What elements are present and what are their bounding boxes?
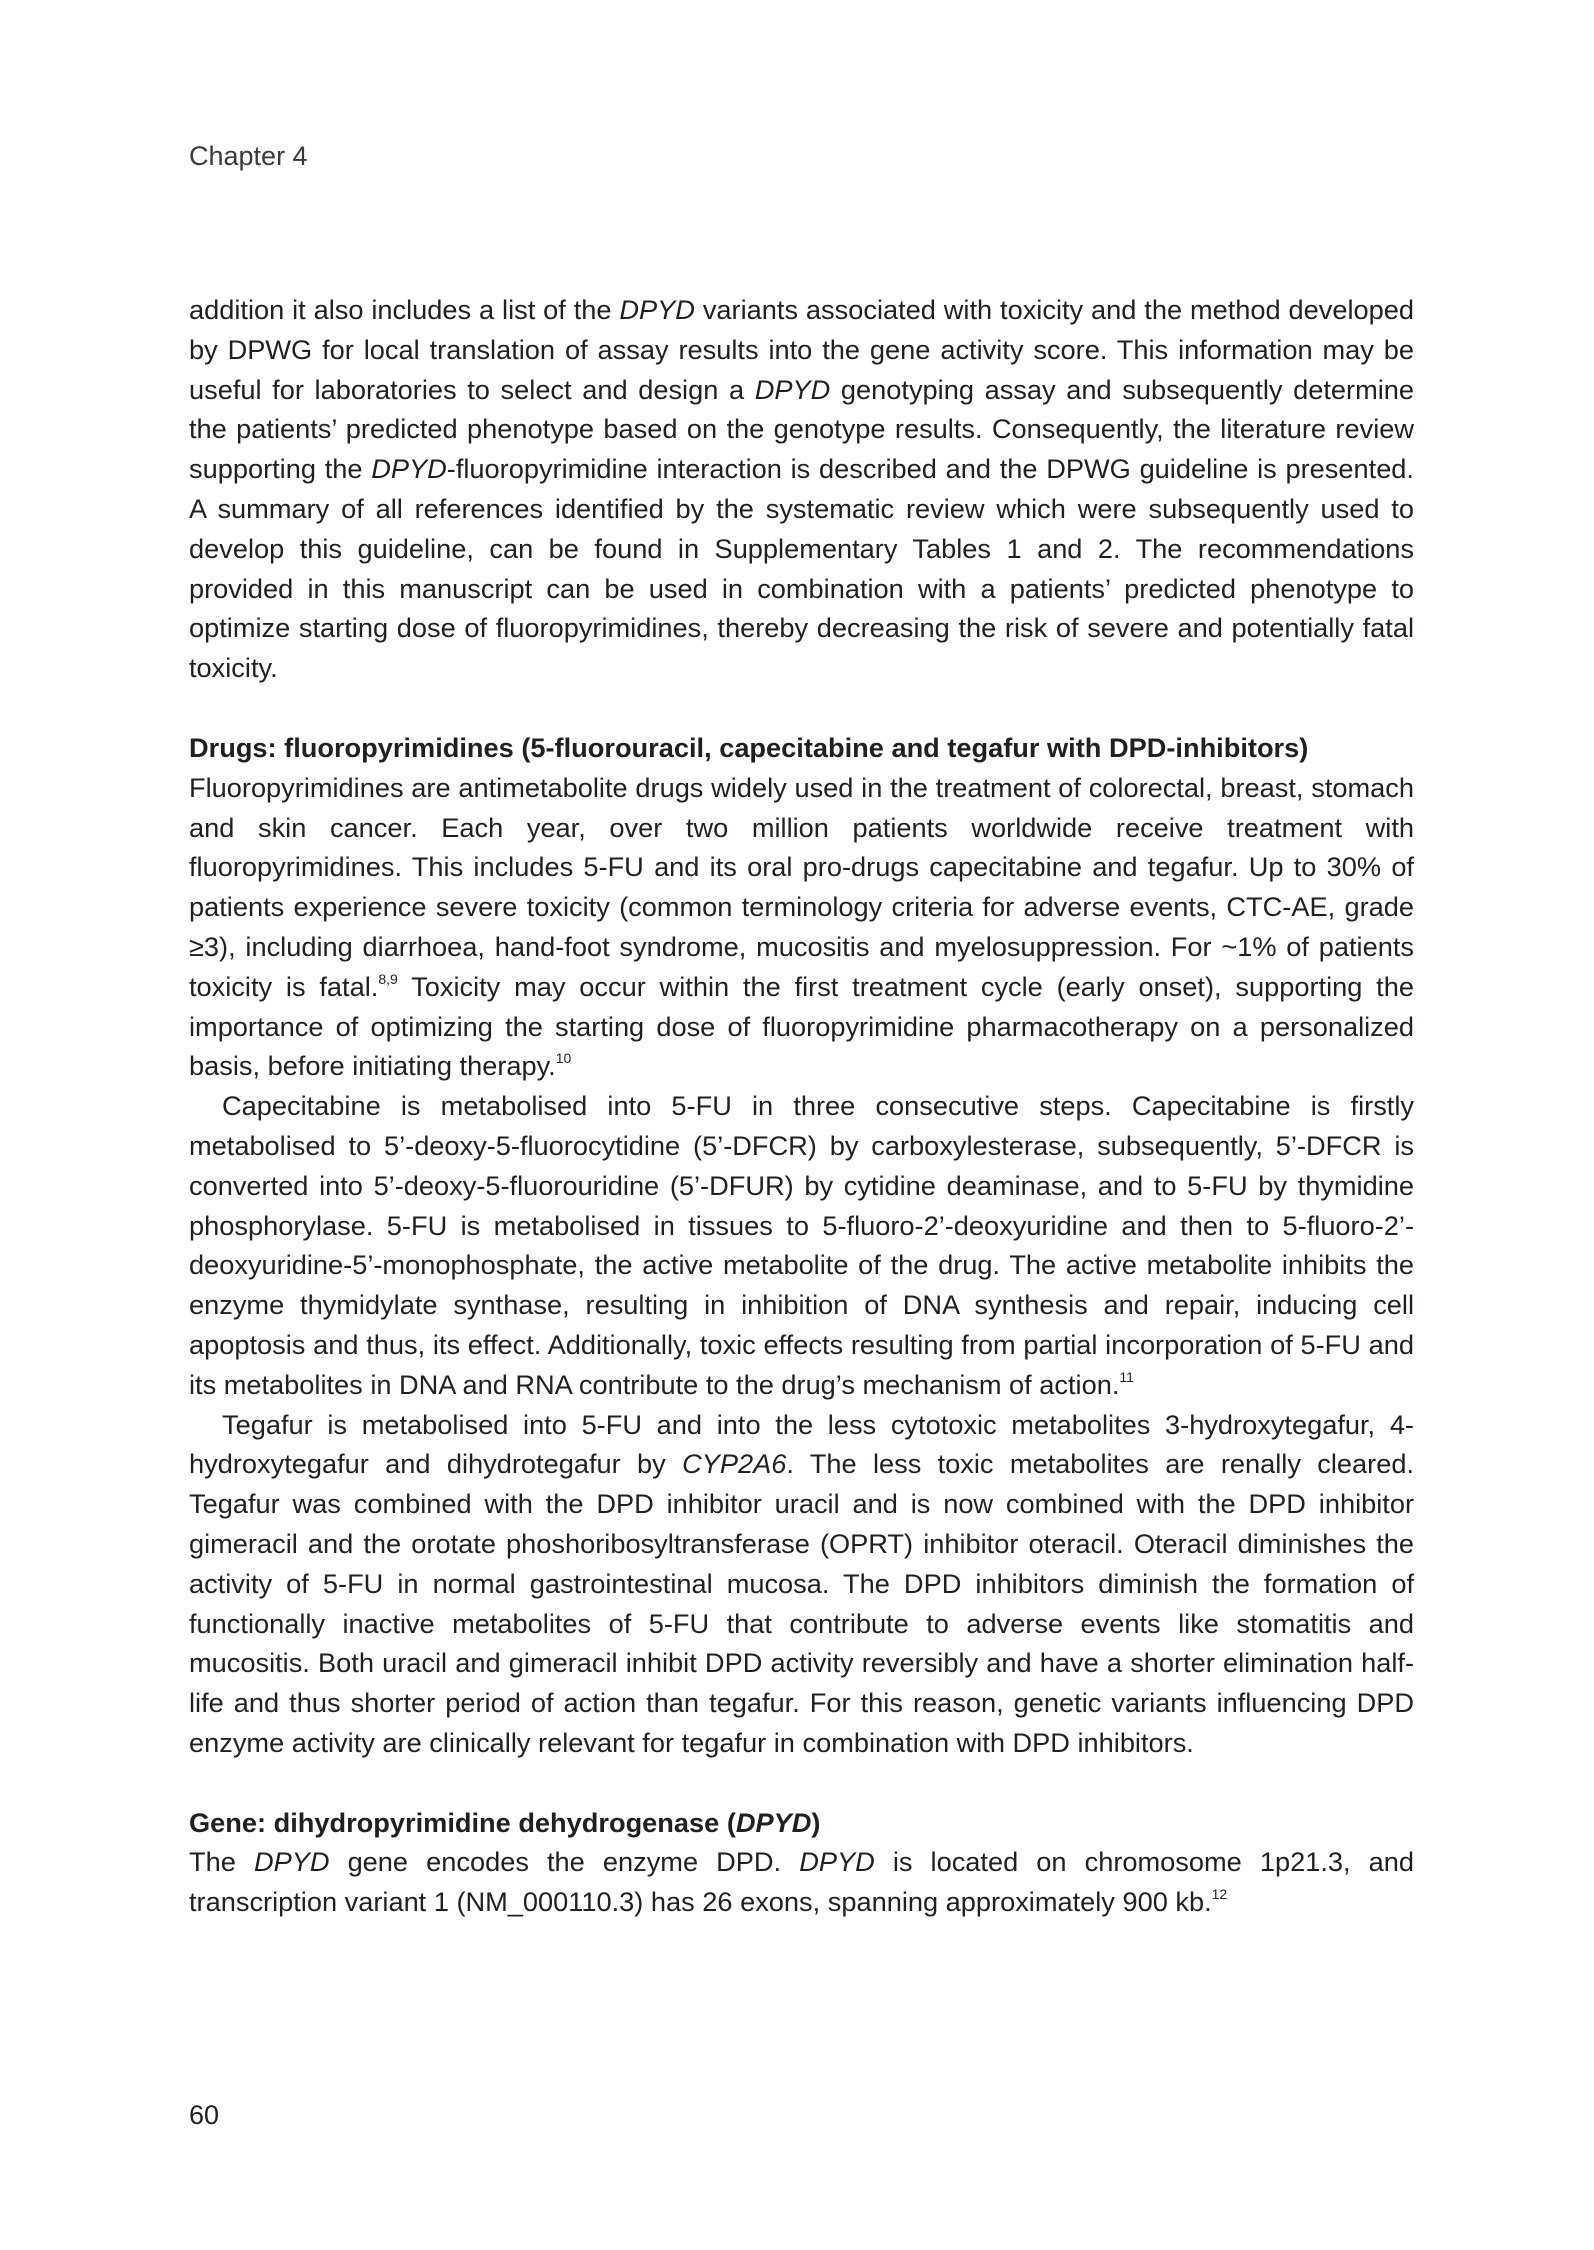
section-heading-gene	[189, 1803, 1414, 1843]
reference-superscript: 12	[1211, 1886, 1228, 1903]
text-span: Gene: dihydropyrimidine dehydrogenase (	[189, 1806, 736, 1838]
reference-superscript: 8,9	[378, 970, 398, 987]
gene-name-italic: CYP2A6	[682, 1448, 787, 1480]
paragraph-gap	[189, 1763, 1414, 1803]
text-span: is located on chromosome 1p21.3, and transcription variant 1 (NM_000110.3) has 26 exons, spanning approximately 900 kb.	[189, 1846, 1414, 1918]
reference-superscript: 11	[1119, 1368, 1134, 1385]
drugs-paragraph-2	[189, 1086, 1414, 1404]
text-span: Toxicity may occur within the first treatment cycle (early onset), supporting the importance of optimizing the starting dose of fluoropyrimidine pharmacotherapy on a personalized basis, before initiating therapy.	[189, 970, 1414, 1082]
section-heading-drugs: Drugs: fluoropyrimidines (5-fluorouracil, capecitabine and tegafur with DPD-inhibitors)	[189, 731, 1309, 763]
text-span: genotyping assay and subsequently determine the patients’ predicted phenotype based on the genotype results. Consequently, the literature review supporting the	[189, 373, 1414, 485]
body-text	[189, 290, 1414, 1922]
running-head: Chapter 4	[189, 141, 308, 171]
gene-name-italic: DPYD	[735, 1806, 812, 1838]
gene-name-italic: DPYD	[799, 1846, 875, 1878]
intro-paragraph	[189, 290, 1414, 688]
gene-name-italic: DPYD	[754, 373, 831, 405]
text-span: The	[189, 1846, 254, 1878]
text-span: Tegafur is metabolised into 5-FU and into the less cytotoxic metabolites 3-hydroxytegafur, 4-hydroxytegafur and dihydrotegafur by	[189, 1408, 1414, 1480]
text-span: addition it also includes a list of the	[189, 294, 620, 325]
gene-name-italic: DPYD	[619, 294, 695, 325]
gene-name-italic: DPYD	[253, 1846, 330, 1878]
text-span: Fluoropyrimidines are antimetabolite drugs widely used in the treatment of colorectal, breast, stomach and skin cancer. Each year, over two million patients worldwide receive treatment with fluoropyrimidines. This includes 5-FU and its oral pro-drugs capecitabine and tegafur. Up to 30% of patients experience severe toxicity (common terminology criteria for adverse events, CTC-AE, grade ≥3), including diarrhoea, hand-foot syndrome, mucositis and myelosuppression. For ~1% of patients toxicity is fatal.	[189, 771, 1414, 1002]
paragraph-gap	[189, 688, 1414, 728]
reference-superscript: 10	[555, 1050, 572, 1067]
gene-paragraph-1	[189, 1842, 1414, 1922]
gene-name-italic: DPYD	[371, 453, 447, 485]
text-span: gene encodes the enzyme DPD.	[329, 1846, 800, 1878]
text-span: variants associated with toxicity and the method developed by DPWG for local translation of assay results into the gene activity score. This information may be useful for laboratories to select and design a	[189, 294, 1415, 405]
drugs-paragraph-1	[189, 768, 1414, 1086]
text-span: Capecitabine is metabolised into 5-FU in three consecutive steps. Capecitabine is firstly metabolised to 5’-deoxy-5-fluorocytidine (5’-DFCR) by carboxylesterase, subsequently, 5’-DFCR is converted into 5’-deoxy-5-fluorouridine (5’-DFUR) by cytidine deaminase, and to 5-FU by thymidine phosphorylase. 5-FU is metabolised in tissues to 5-fluoro-2’-deoxyuridine and then to 5-fluoro-2’-deoxyuridine-5’-monophosphate, the active metabolite of the drug. The active metabolite inhibits the enzyme thymidylate synthase, resulting in inhibition of DNA synthesis and repair, inducing cell apoptosis and thus, its effect. Additionally, toxic effects resulting from partial incorporation of 5-FU and its metabolites in DNA and RNA contribute to the drug’s mechanism of action.	[189, 1090, 1414, 1400]
drugs-paragraph-3	[189, 1405, 1414, 1763]
text-span: -fluoropyrimidine interaction is described and the DPWG guideline is presented. A summary of all references identified by the systematic review which were subsequently used to develop this guideline, can be found in Supplementary Tables 1 and 2. The recommendations provided in this manuscript can be used in combination with a patients’ predicted phenotype to optimize starting dose of fluoropyrimidines, thereby decreasing the risk of severe and potentially fatal toxicity.	[189, 453, 1414, 684]
text-span: )	[811, 1806, 821, 1838]
text-span: . The less toxic metabolites are renally cleared. Tegafur was combined with the DPD inhibitor uracil and is now combined with the DPD inhibitor gimeracil and the orotate phoshoribosyltransferase (OPRT) inhibitor oteracil. Oteracil diminishes the activity of 5-FU in normal gastrointestinal mucosa. The DPD inhibitors diminish the formation of functionally inactive metabolites of 5-FU that contribute to adverse events like stomatitis and mucositis. Both uracil and gimeracil inhibit DPD activity reversibly and have a shorter elimination half-life and thus shorter period of action than tegafur. For this reason, genetic variants influencing DPD enzyme activity are clinically relevant for tegafur in combination with DPD inhibitors.	[189, 1448, 1414, 1758]
page-number: 60	[189, 2100, 220, 2130]
